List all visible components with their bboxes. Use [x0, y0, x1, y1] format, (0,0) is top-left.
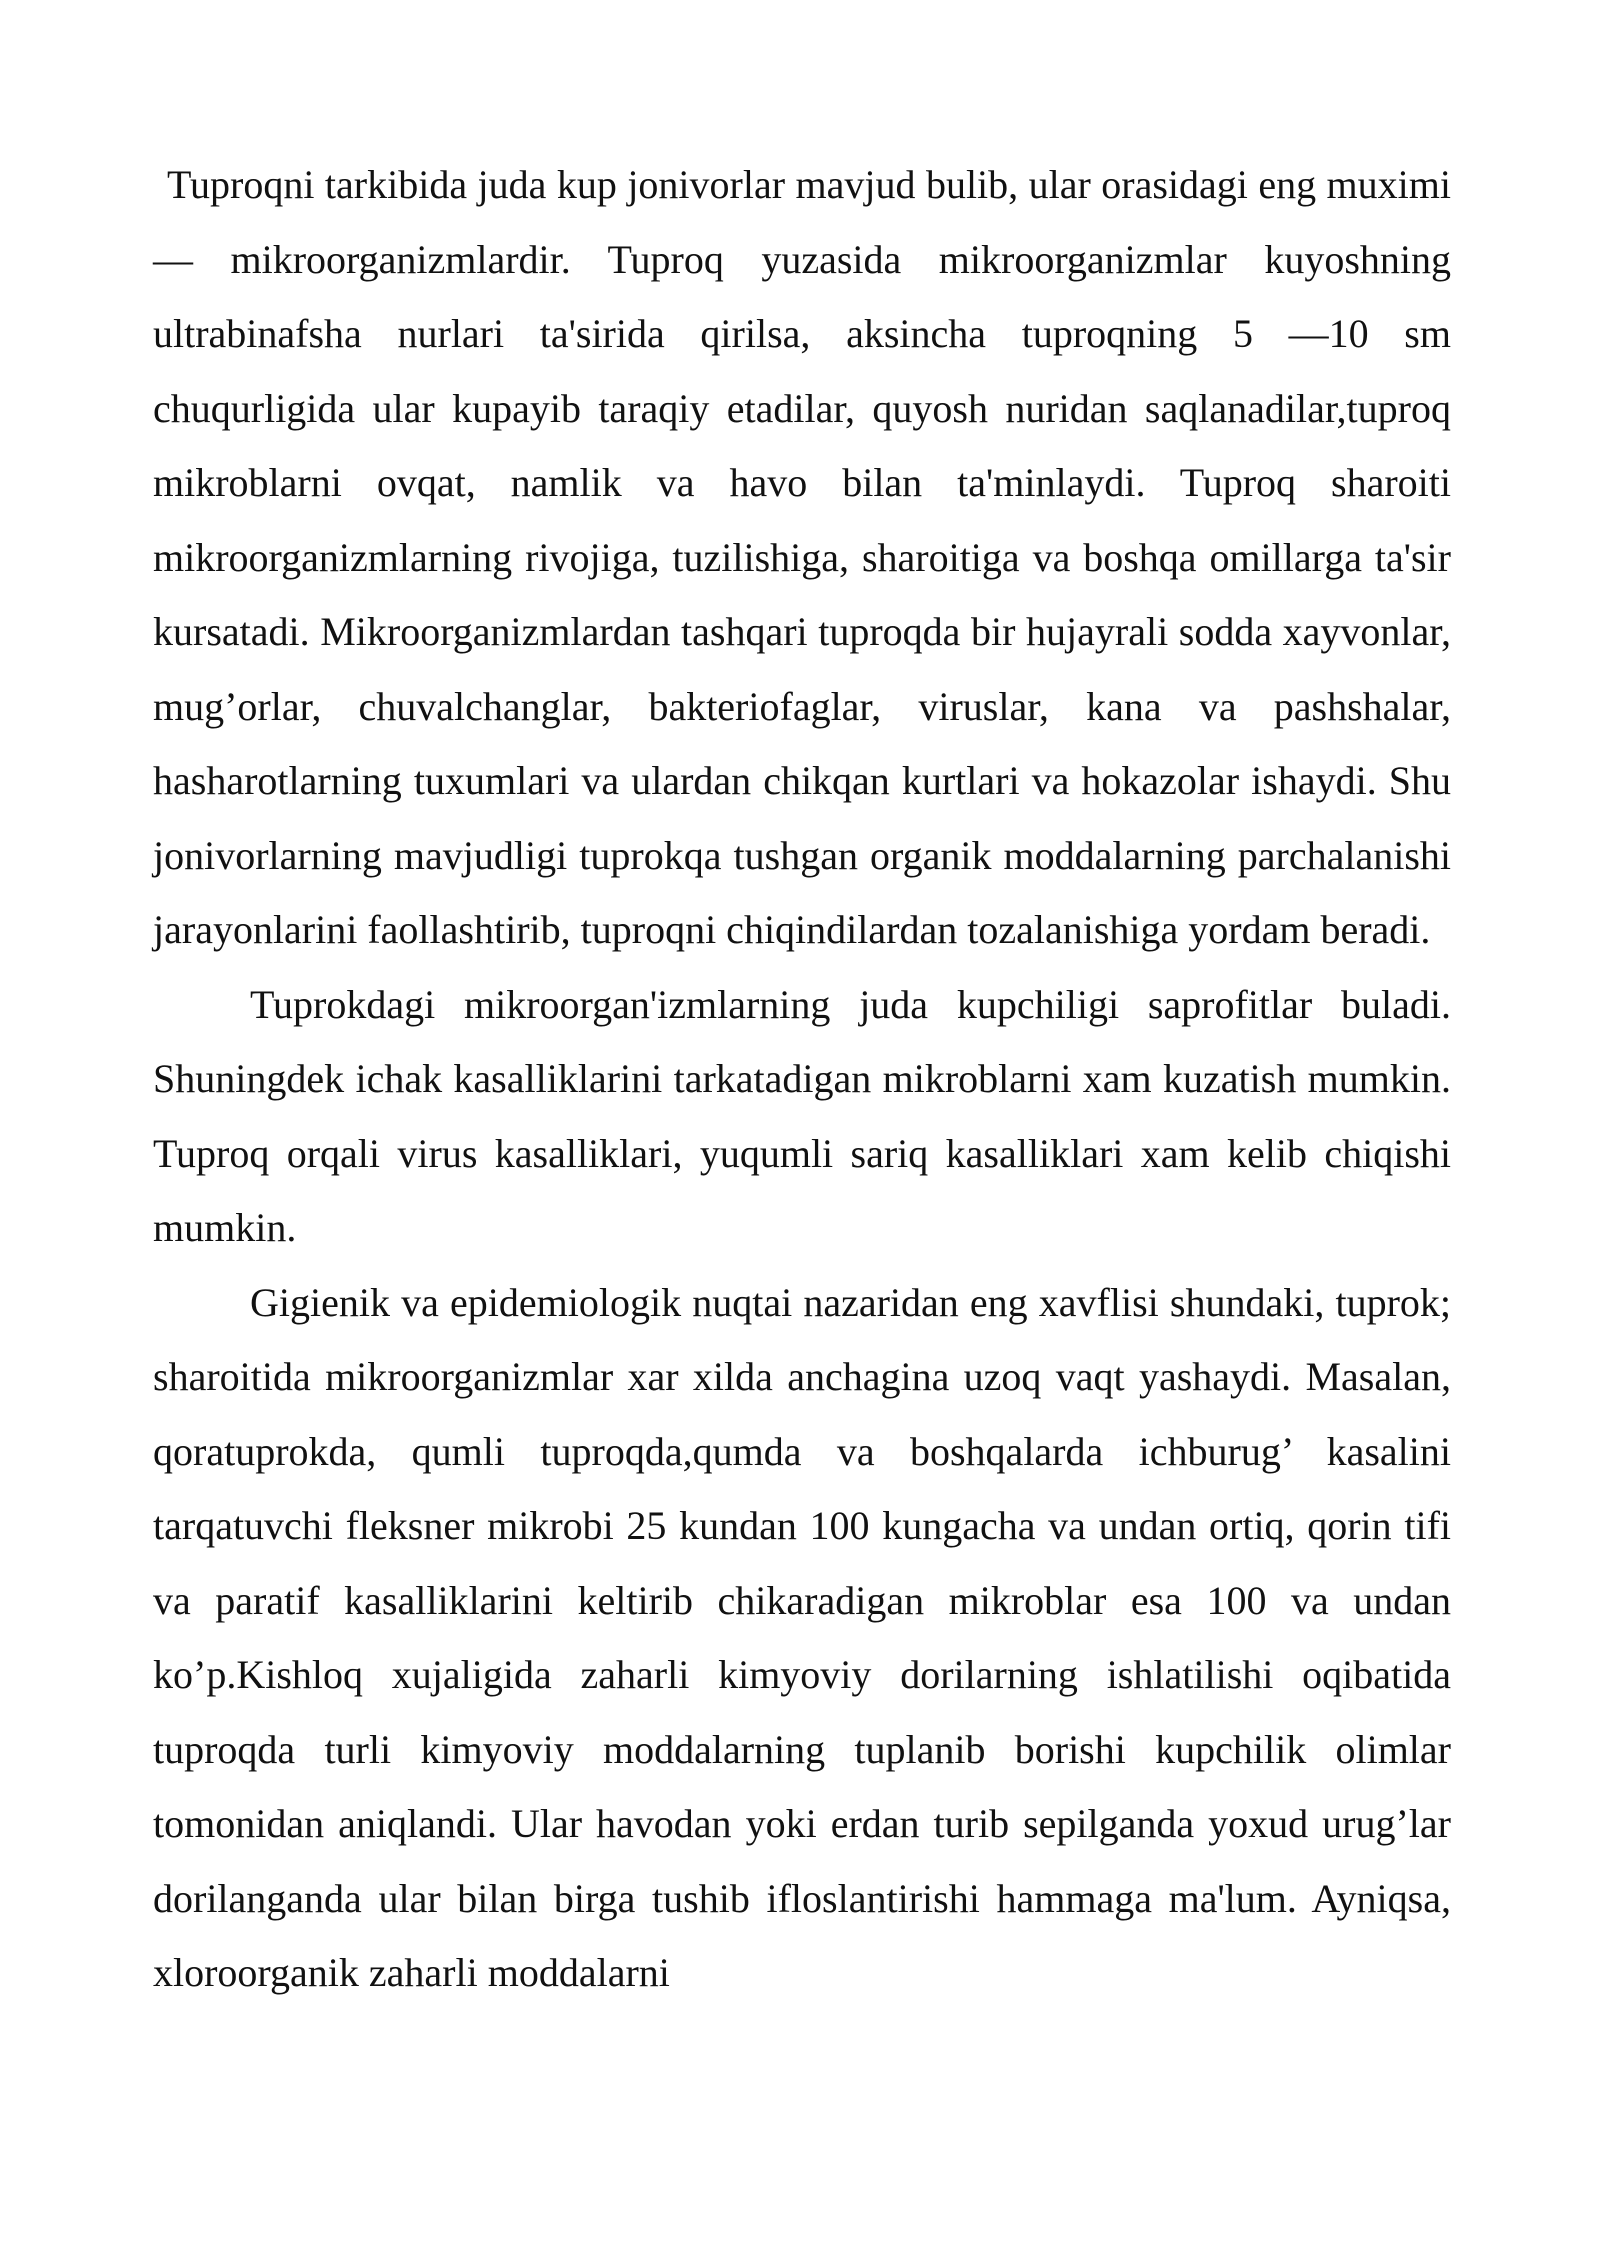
paragraph-3: Gigienik va epidemiologik nuqtai nazaridan eng xavflisi shundaki, tuprok; sharoitida mikroorganizmlar xar xilda anchagina uzoq vaqt yashaydi. Masalan, qoratuprokda, qumli tuproqda,qumda va boshqalarda ichburug’ kasalini tarqatuvchi fleksner mikrobi 25 kundan 100 kungacha va undan ortiq, qorin tifi va paratif kasalliklarini keltirib chikaradigan mikroblar esa 100 va undan ko’p.Kishloq xujaligida zaharli kimyoviy dorilarning ishlatilishi oqibatida tuproqda turli kimyoviy moddalarning tuplanib borishi kupchilik olimlar tomonidan aniqlandi. Ular havodan yoki erdan turib sepilganda yoxud urug’lar dorilanganda ular bilan birga tushib ifloslantirishi hammaga ma'lum. Ayniqsa, xloroorganik zaharli moddalarni	[153, 1279, 1451, 1995]
paragraph-2: Tuprokdagi mikroorgan'izmlarning juda kupchiligi saprofitlar buladi. Shuningdek ichak kasalliklarini tarkatadigan mikroblarni xam kuzatish mumkin. Tuproq orqali virus kasalliklari, yuqumli sariq kasalliklari xam kelib chiqishi mumkin.	[153, 981, 1451, 1250]
paragraph-1: Tuproqni tarkibida juda kup jonivorlar mavjud bulib, ular orasidagi eng muximi — mikroorganizmlardir. Tuproq yuzasida mikroorganizmlar kuyoshning ultrabinafsha nurlari ta'sirida qirilsa, aksincha tuproqning 5 —10 sm chuqurligida ular kupayib taraqiy etadilar, quyosh nuridan saqlanadilar,tuproq mikroblarni ovqat, namlik va havo bilan ta'minlaydi. Tuproq sharoiti mikroorganizmlarning rivojiga, tuzilishiga, sharoitiga va boshqa omillarga ta'sir kursatadi. Mikroorganizmlardan tashqari tuproqda bir hujayrali sodda xayvonlar, mug’orlar, chuvalchanglar, bakteriofaglar, viruslar, kana va pashshalar, hasharotlarning tuxumlari va ulardan chikqan kurtlari va hokazolar ishaydi. Shu jonivorlarning mavjudligi tuprokqa tushgan organik moddalarning parchalanishi jarayonlarini faollashtirib, tuproqni chiqindilardan tozalanishiga yordam beradi.	[153, 162, 1451, 952]
body-text	[153, 148, 1451, 2011]
